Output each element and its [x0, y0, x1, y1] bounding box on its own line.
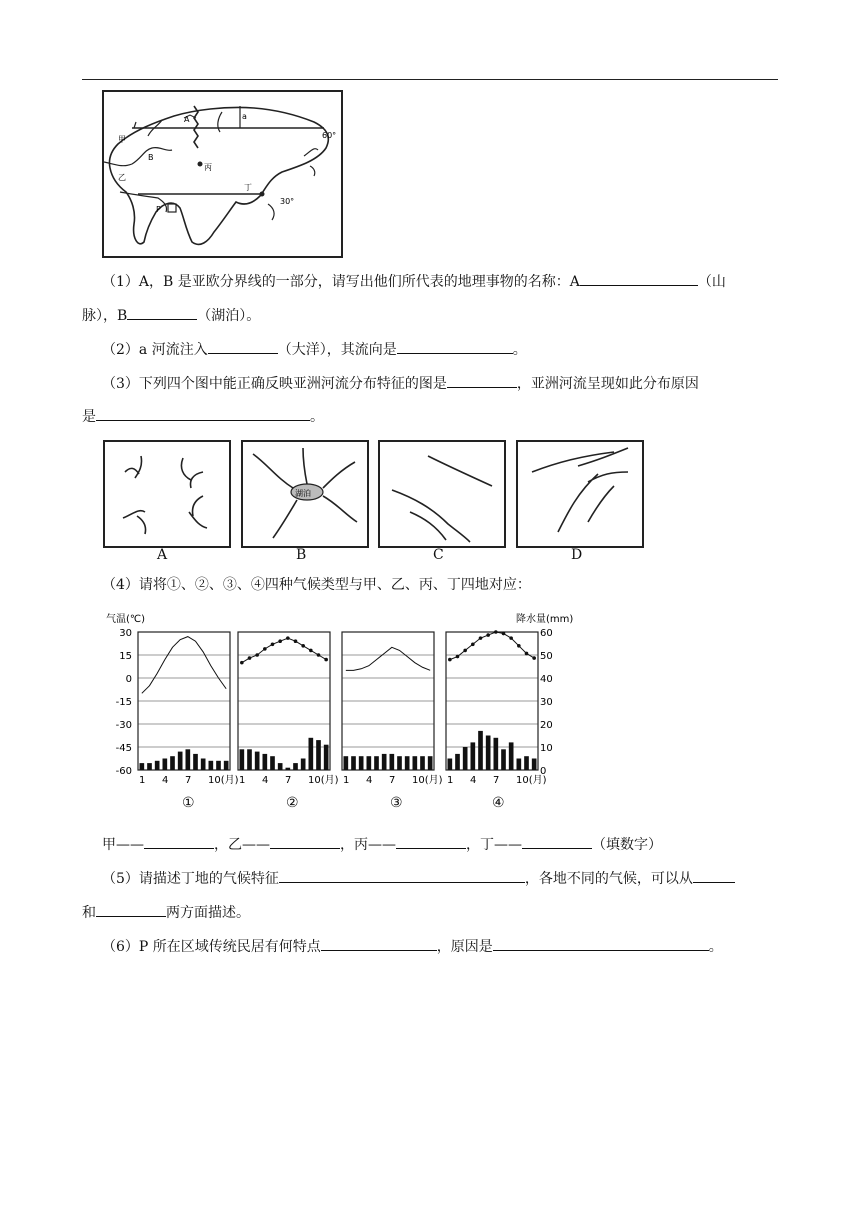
right-tick-label: 20: [540, 720, 553, 731]
right-axis-ticks: [540, 628, 553, 777]
precip-bar: [247, 749, 252, 770]
map-label-a: a: [242, 112, 247, 121]
precip-bar: [501, 749, 506, 770]
temperature-point: [471, 642, 475, 646]
q5-blank-a[interactable]: [279, 867, 525, 883]
map-label-lat60: 60°: [322, 131, 337, 140]
q3-text-c: 是: [82, 409, 96, 425]
q5-text-c: 和: [82, 905, 96, 921]
map-label-A: A: [184, 115, 190, 124]
header-rule: [82, 79, 778, 80]
precip-bar: [486, 736, 491, 771]
asia-map-drawing: [104, 92, 341, 256]
q5-text-d: 两方面描述。: [166, 905, 250, 921]
climate-caption-3: ③: [390, 795, 403, 811]
temperature-point: [263, 647, 267, 651]
q2-text-a: （2）a 河流注入: [102, 342, 208, 358]
right-tick-label: 10: [540, 743, 553, 754]
question-1-line-2: [82, 304, 260, 326]
temperature-point: [532, 656, 536, 660]
month-tick-label: 7: [185, 775, 192, 786]
river-pattern-B: [241, 440, 369, 548]
river-pattern-C-drawing: [380, 442, 504, 546]
precip-bar: [178, 752, 183, 770]
climate-caption-1: ①: [182, 795, 195, 811]
q1-text-b: （山: [697, 274, 726, 290]
month-tick-label: 4: [366, 775, 373, 786]
q3-text-b: ，亚洲河流呈现如此分布原因: [516, 376, 699, 392]
q1-text-c: 脉），B: [82, 308, 128, 324]
right-axis-title: 降水量(mm): [516, 614, 574, 625]
precip-bar: [390, 754, 395, 770]
left-axis-ticks: [116, 628, 132, 777]
temperature-line: [142, 637, 226, 694]
month-tick-label: 10(月): [308, 775, 339, 786]
precip-bar: [140, 763, 145, 770]
temperature-point: [486, 633, 490, 637]
q4b-blank-ding[interactable]: [522, 833, 592, 849]
temperature-point: [517, 644, 521, 648]
river-label-A: A: [157, 547, 168, 563]
precip-bar: [240, 749, 245, 770]
question-5-line-1: [102, 867, 735, 889]
climate-caption-4: ④: [492, 795, 505, 811]
month-tick-label: 4: [262, 775, 269, 786]
map-label-bing: 丙: [204, 163, 212, 172]
q4b-bing: ，丙——: [340, 837, 396, 853]
q4b-tail: （填数字）: [592, 837, 662, 853]
precip-bar: [170, 756, 175, 770]
precip-bar: [293, 763, 298, 770]
temperature-point: [317, 653, 321, 657]
precip-bar: [209, 761, 214, 770]
precip-bar: [224, 761, 229, 770]
q5-blank-b[interactable]: [693, 867, 735, 883]
left-tick-label: 30: [119, 628, 132, 639]
month-tick-label: 7: [285, 775, 292, 786]
q2-text-c: 。: [512, 342, 527, 358]
precip-bar: [463, 747, 468, 770]
climate-panels: [138, 630, 547, 786]
temperature-point: [502, 632, 506, 636]
temperature-line: [346, 647, 430, 670]
precip-bar: [405, 756, 410, 770]
river-pattern-D: [516, 440, 644, 548]
precip-bar: [494, 738, 499, 770]
q4b-ding: ，丁——: [466, 837, 522, 853]
q3-blank-b[interactable]: [96, 405, 310, 421]
map-label-lat30: 30°: [280, 197, 295, 206]
river-label-B: B: [296, 547, 307, 563]
precip-bar: [324, 745, 329, 770]
q6-text-a: （6）P 所在区域传统民居有何特点: [102, 939, 321, 955]
precip-bar: [286, 768, 291, 770]
q2-text-b: （大洋），其流向是: [277, 342, 397, 358]
precip-bar: [471, 742, 476, 770]
climate-chart-3: [342, 632, 443, 786]
left-tick-label: 15: [119, 651, 132, 662]
month-tick-label: 7: [493, 775, 500, 786]
temperature-point: [294, 639, 298, 643]
q4b-blank-jia[interactable]: [144, 833, 214, 849]
precip-bar: [509, 742, 514, 770]
precip-bar: [263, 754, 268, 770]
month-tick-label: 1: [139, 775, 146, 786]
month-tick-label: 4: [162, 775, 169, 786]
precip-bar: [216, 761, 221, 770]
precip-bar: [201, 759, 206, 771]
left-tick-label: -15: [115, 697, 132, 708]
temperature-point: [448, 658, 452, 662]
temperature-point: [525, 652, 529, 656]
asia-map: [102, 90, 343, 258]
question-5-line-2: [82, 901, 250, 923]
q2-blank-a[interactable]: [208, 338, 278, 354]
q6-blank-b[interactable]: [493, 935, 709, 951]
climate-chart-1: [138, 632, 239, 786]
temperature-point: [479, 636, 483, 640]
temperature-point: [494, 630, 498, 634]
month-tick-label: 10(月): [412, 775, 443, 786]
temperature-point: [509, 636, 513, 640]
precip-bar: [344, 756, 349, 770]
precip-bar: [524, 756, 529, 770]
river-label-D: D: [571, 547, 583, 563]
question-4: （4）请将①、②、③、④四种气候类型与甲、乙、丙、丁四地对应：: [102, 577, 531, 593]
river-pattern-B-drawing: [243, 442, 367, 546]
precip-bar: [413, 756, 418, 770]
precip-bar: [163, 759, 168, 771]
q4b-blank-yi[interactable]: [270, 833, 340, 849]
temperature-point: [278, 639, 282, 643]
question-3-line-2: [82, 405, 324, 427]
question-6: [102, 935, 723, 957]
temperature-line: [450, 632, 534, 660]
precip-bar: [478, 731, 483, 770]
left-tick-label: 0: [125, 674, 132, 685]
precip-bar: [270, 756, 275, 770]
month-tick-label: 4: [470, 775, 477, 786]
river-pattern-A: [103, 440, 231, 548]
climate-charts: [100, 608, 580, 808]
temperature-point: [324, 658, 328, 662]
precip-bar: [309, 738, 314, 770]
temperature-point: [255, 653, 259, 657]
temperature-point: [248, 656, 252, 660]
q3-blank-a[interactable]: [447, 372, 517, 388]
temperature-point: [240, 661, 244, 665]
precip-bar: [301, 759, 306, 771]
temperature-line: [242, 638, 326, 663]
month-tick-label: 10(月): [516, 775, 547, 786]
month-tick-label: 10(月): [208, 775, 239, 786]
precip-bar: [186, 749, 191, 770]
temperature-point: [456, 655, 460, 659]
precip-bar: [532, 759, 537, 771]
precip-bar: [420, 756, 425, 770]
right-tick-label: 60: [540, 628, 553, 639]
q1-blank-b[interactable]: [127, 304, 197, 320]
q6-text-c: 。: [708, 939, 723, 955]
q6-blank-a[interactable]: [321, 935, 437, 951]
q1-text-a: （1）A，B 是亚欧分界线的一部分，请写出他们所代表的地理事物的名称：A: [102, 274, 580, 290]
q3-text-d: 。: [310, 409, 324, 425]
precip-bar: [155, 761, 160, 770]
lake-label: 湖泊: [295, 489, 311, 498]
q1-blank-a[interactable]: [580, 270, 698, 286]
map-label-B: B: [148, 153, 154, 162]
precip-bar: [316, 740, 321, 770]
precip-bar: [351, 756, 356, 770]
q3-text-a: （3）下列四个图中能正确反映亚洲河流分布特征的图是: [102, 376, 447, 392]
month-tick-label: 7: [389, 775, 396, 786]
temperature-point: [309, 649, 313, 653]
map-label-ding: 丁: [244, 183, 252, 192]
precip-bar: [517, 759, 522, 771]
precip-bar: [255, 752, 260, 770]
precip-bar: [193, 754, 198, 770]
q5-text-b: ，各地不同的气候，可以从: [524, 871, 693, 887]
left-tick-label: -30: [115, 720, 132, 731]
left-tick-label: -60: [115, 766, 132, 777]
temperature-point: [463, 649, 467, 653]
question-4-answers: [102, 833, 662, 855]
month-tick-label: 1: [447, 775, 454, 786]
q5-text-a: （5）请描述丁地的气候特征: [102, 871, 279, 887]
map-label-jia: 甲: [118, 135, 126, 144]
question-3-line-1: [102, 372, 699, 394]
temperature-point: [271, 642, 275, 646]
month-tick-label: 1: [239, 775, 246, 786]
precip-bar: [367, 756, 372, 770]
precip-bar: [397, 756, 402, 770]
q4b-jia: 甲——: [102, 837, 144, 853]
right-tick-label: 30: [540, 697, 553, 708]
river-label-C: C: [433, 547, 444, 563]
precip-bar: [278, 763, 283, 770]
q2-blank-b[interactable]: [397, 338, 513, 354]
right-tick-label: 40: [540, 674, 553, 685]
river-pattern-D-drawing: [518, 442, 642, 546]
precip-bar: [455, 754, 460, 770]
right-tick-label: 50: [540, 651, 553, 662]
map-label-yi: 乙: [118, 173, 126, 182]
climate-chart-4: [446, 630, 547, 786]
river-pattern-C: [378, 440, 506, 548]
precip-bar: [448, 759, 453, 771]
q6-text-b: ，原因是: [436, 939, 493, 955]
climate-caption-2: ②: [286, 795, 299, 811]
precip-bar: [374, 756, 379, 770]
q5-blank-c[interactable]: [96, 901, 166, 917]
temperature-point: [286, 636, 290, 640]
left-axis-title: 气温(℃): [106, 614, 146, 625]
left-tick-label: -45: [115, 743, 132, 754]
question-1-line-1: [102, 270, 726, 292]
climate-chart-2: [238, 632, 339, 786]
question-2: [102, 338, 527, 360]
right-tick-label: 0: [540, 766, 547, 777]
precip-bar: [428, 756, 433, 770]
q4b-blank-bing[interactable]: [396, 833, 466, 849]
map-label-P: P: [156, 205, 161, 214]
precip-bar: [147, 763, 152, 770]
q1-text-d: （湖泊）。: [197, 308, 261, 324]
month-tick-label: 1: [343, 775, 350, 786]
precip-bar: [382, 754, 387, 770]
temperature-point: [301, 644, 305, 648]
q4b-yi: ，乙——: [214, 837, 270, 853]
precip-bar: [359, 756, 364, 770]
river-pattern-A-drawing: [105, 442, 229, 546]
